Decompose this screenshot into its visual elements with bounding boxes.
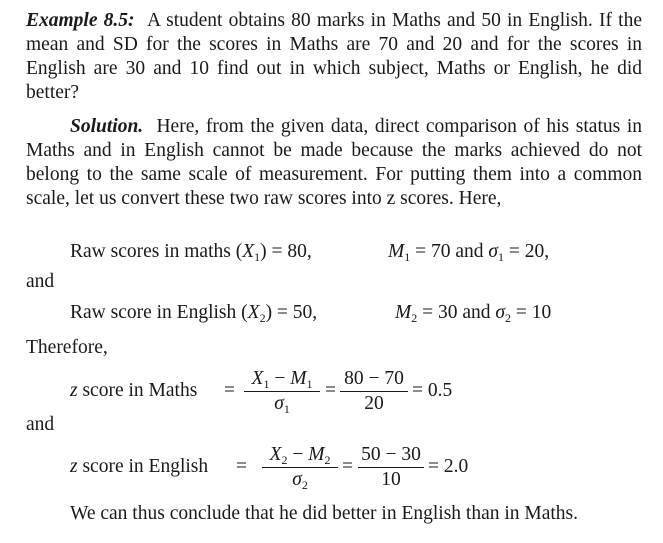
maths-raw-prefix: Raw scores in maths (	[70, 241, 243, 262]
z-maths-formula-numerator	[244, 367, 320, 391]
maths-sigma-sub: 1	[498, 250, 505, 264]
z-english-num-b: M	[308, 444, 325, 465]
z-english-num-op: −	[287, 444, 309, 465]
maths-raw-sub: 1	[254, 250, 261, 264]
z-maths-value-fraction	[340, 367, 408, 416]
z-maths-num-a-sub: 1	[263, 377, 270, 391]
z-maths-formula-fraction	[244, 367, 320, 416]
z-maths-equals-2: =	[325, 380, 336, 401]
z-english-num-b-sub: 2	[324, 453, 331, 467]
z-maths-z: z	[70, 380, 78, 401]
english-raw-prefix: Raw score in English (	[70, 302, 248, 323]
english-raw-score-line	[70, 301, 317, 325]
z-english-den: σ	[292, 469, 302, 490]
solution-text: Here, from the given data, direct comparison of his status in Maths and in English cannot be made because the marks achieved do not belong to the same scale of measurement. For putting them into a common scale, let us convert these two raw scores into z scores. Here,	[26, 116, 643, 209]
maths-mean-sd	[388, 240, 549, 264]
maths-raw-score-line	[70, 240, 312, 264]
example-text: A student obtains 80 marks in Maths and 50 in English. If the mean and SD for the scores in Maths are 70 and 20 and for the scores in English are 30 and 10 find out in which subject, Maths or English, he did better?	[26, 10, 642, 103]
maths-mean-var: M	[388, 241, 405, 262]
z-english-z: z	[70, 456, 78, 477]
example-paragraph	[26, 9, 642, 105]
maths-raw-suffix: ) = 80,	[260, 241, 312, 262]
english-mean-var: M	[395, 302, 412, 323]
z-maths-label-text: score in Maths	[77, 380, 198, 401]
example-label: Example 8.5:	[26, 10, 135, 31]
z-maths-result: = 0.5	[412, 380, 453, 401]
maths-raw-var: X	[242, 241, 255, 262]
z-maths-value-denominator: 20	[340, 391, 408, 416]
solution-paragraph	[26, 115, 642, 211]
z-maths-num-op: −	[269, 368, 291, 389]
z-english-result: = 2.0	[428, 456, 469, 477]
z-english-formula-numerator	[262, 443, 338, 467]
z-maths-den-sub: 1	[283, 402, 290, 416]
maths-mean-text: = 70 and	[410, 241, 489, 262]
z-maths-value-numerator: 80 − 70	[344, 368, 404, 389]
z-maths-formula-denominator	[244, 391, 320, 416]
z-maths-label	[70, 379, 197, 403]
z-english-value-denominator: 10	[358, 467, 424, 492]
z-maths-num-a: X	[251, 368, 264, 389]
english-raw-suffix: ) = 50,	[265, 302, 318, 323]
maths-mean-sub: 1	[404, 250, 411, 264]
z-english-value-numerator: 50 − 30	[361, 444, 421, 465]
maths-sigma-text: = 20,	[504, 241, 550, 262]
english-sigma-sub: 2	[505, 311, 512, 325]
z-english-num-a-sub: 2	[281, 453, 288, 467]
conclusion-text: We can thus conclude that he did better in English than in Maths.	[70, 503, 579, 524]
english-raw-sub: 2	[259, 311, 266, 325]
z-english-equals-2: =	[342, 456, 353, 477]
z-english-equals: =	[236, 456, 247, 477]
z-english-formula-fraction	[262, 443, 338, 492]
english-mean-text: = 30 and	[417, 302, 496, 323]
english-mean-sd	[395, 301, 551, 325]
z-english-den-sub: 2	[301, 478, 308, 492]
z-english-value-fraction	[358, 443, 424, 492]
english-sigma-text: = 10	[511, 302, 552, 323]
and-connector-1: and	[26, 271, 55, 292]
z-english-label-text: score in English	[77, 456, 209, 477]
english-mean-sub: 2	[411, 311, 418, 325]
z-maths-num-b: M	[290, 368, 307, 389]
and-connector-2: and	[26, 414, 55, 435]
maths-sigma: σ	[488, 241, 499, 262]
z-maths-equals: =	[224, 380, 235, 401]
z-english-formula-denominator	[262, 467, 338, 492]
english-raw-var: X	[247, 302, 260, 323]
z-english-num-a: X	[269, 444, 282, 465]
therefore-text: Therefore,	[26, 337, 108, 358]
z-english-label	[70, 455, 208, 479]
english-sigma: σ	[495, 302, 506, 323]
solution-label: Solution.	[70, 116, 144, 137]
z-maths-den: σ	[274, 393, 284, 414]
z-maths-num-b-sub: 1	[306, 377, 313, 391]
